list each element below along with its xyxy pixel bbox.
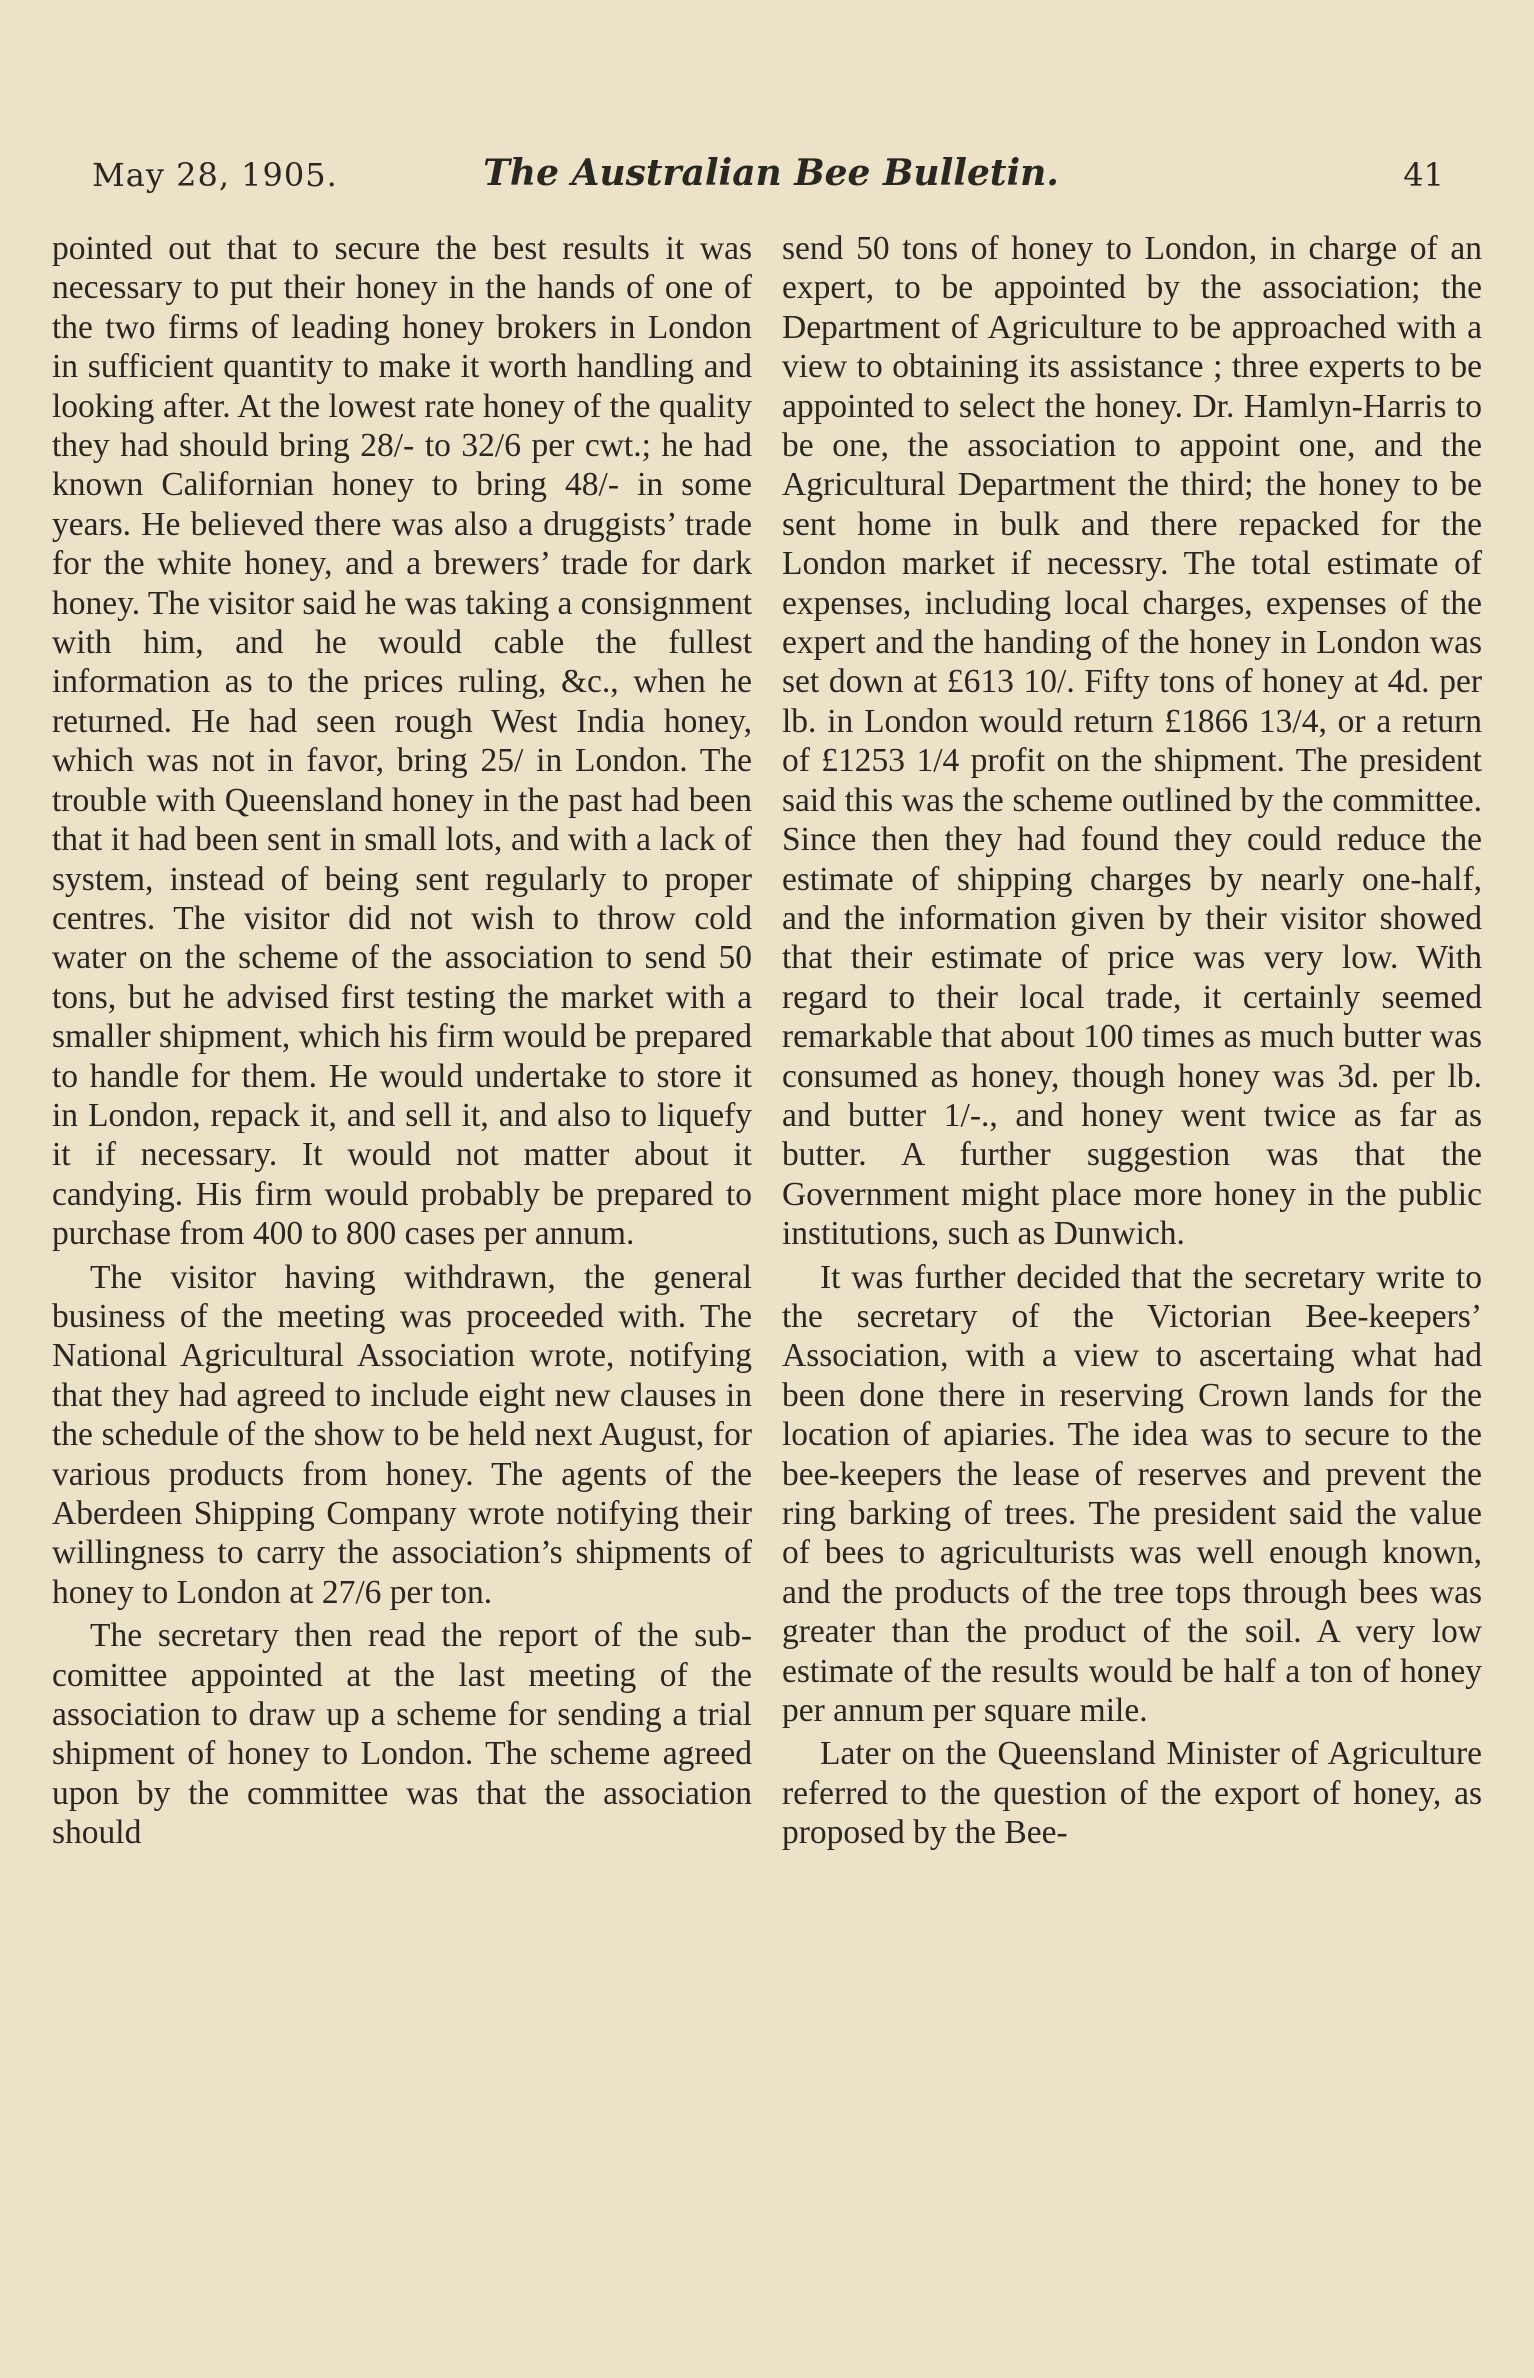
left-paragraph-2: The visitor having withdrawn, the general business of the meeting was proceeded with. The National Agricultural Association wrote, notifying that they had agreed to include eight new clauses in the schedule of the show to be held next August, for various products from honey. The agents of the Aberdeen Shipping Company wrote notifying their willingness to carry the association’s shipments of honey to London at 27/6 per ton. bbox=[52, 1258, 752, 1611]
right-paragraph-3: Later on the Queensland Minister of Agriculture referred to the question of the export of honey, as proposed by the Bee- bbox=[782, 1735, 1482, 1852]
header-title: The Australian Bee Bulletin. bbox=[483, 152, 1059, 194]
page-number: 41 bbox=[1403, 156, 1444, 194]
right-column bbox=[782, 229, 1482, 1853]
left-paragraph-1: pointed out that to secure the best results it was necessary to put their honey in the hands of one of the two firms of leading honey brokers in London in sufficient quantity to make it worth handling and looking after. At the lowest rate honey of the quality they had should bring 28/- to 32/6 per cwt.; he had known Californian honey to bring 48/- in some years. He believed there was also a druggists’ trade for the white honey, and a brewers’ trade for dark honey. The visitor said he was taking a consignment with him, and he would cable the fullest information as to the prices ruling, &c., when he returned. He had seen rough West India honey, which was not in favor, bring 25/ in London. The trouble with Queensland honey in the past had been that it had been sent in small lots, and with a lack of system, instead of being sent regularly to proper centres. The visitor did not wish to throw cold water on the scheme of the association to send 50 tons, but he advised first testing the market with a smaller shipment, which his firm would be prepared to handle for them. He would undertake to store it in London, repack it, and sell it, and also to liquefy it if necessary. It would not matter about it candying. His firm would probably be prepared to purchase from 400 to 800 cases per annum. bbox=[52, 230, 752, 1253]
header-date: May 28, 1905. bbox=[92, 156, 338, 194]
right-paragraph-1: send 50 tons of honey to London, in charge of an expert, to be appointed by the association; the Department of Agriculture to be approached with a view to obtaining its assistance ; three experts to be appointed to select the honey. Dr. Hamlyn-Harris to be one, the association to appoint one, and the Agricultural Department the third; the honey to be sent home in bulk and there repacked for the London market if necessry. The total estimate of expenses, including local charges, expenses of the expert and the handing of the honey in London was set down at £613 10/. Fifty tons of honey at 4d. per lb. in London would return £1866 13/4, or a return of £1253 1/4 profit on the shipment. The president said this was the scheme outlined by the committee. Since then they had found they could reduce the estimate of shipping charges by nearly one-half, and the information given by their visitor showed that their estimate of price was very low. With regard to their local trade, it certainly seemed remarkable that about 100 times as much butter was consumed as honey, though honey was 3d. per lb. and butter 1/-., and honey went twice as far as butter. A further suggestion was that the Government might place more honey in the public institutions, such as Dunwich. bbox=[782, 230, 1482, 1253]
right-paragraph-2: It was further decided that the secretary write to the secretary of the Victorian Bee-keepers’ Association, with a view to ascertaing what had been done there in reserving Crown lands for the location of apiaries. The idea was to secure to the bee-keepers the lease of reserves and prevent the ring barking of trees. The president said the value of bees to agriculturists was well enough known, and the products of the tree tops through bees was greater than the product of the soil. A very low estimate of the results would be half a ton of honey per annum per square mile. bbox=[782, 1258, 1482, 1730]
page-header bbox=[92, 150, 1450, 210]
left-paragraph-3: The secretary then read the report of the sub-comittee appointed at the last meeting of the association to draw up a scheme for sending a trial shipment of honey to London. The scheme agreed upon by the committee was that the association should bbox=[52, 1617, 752, 1852]
left-column bbox=[52, 229, 752, 1853]
